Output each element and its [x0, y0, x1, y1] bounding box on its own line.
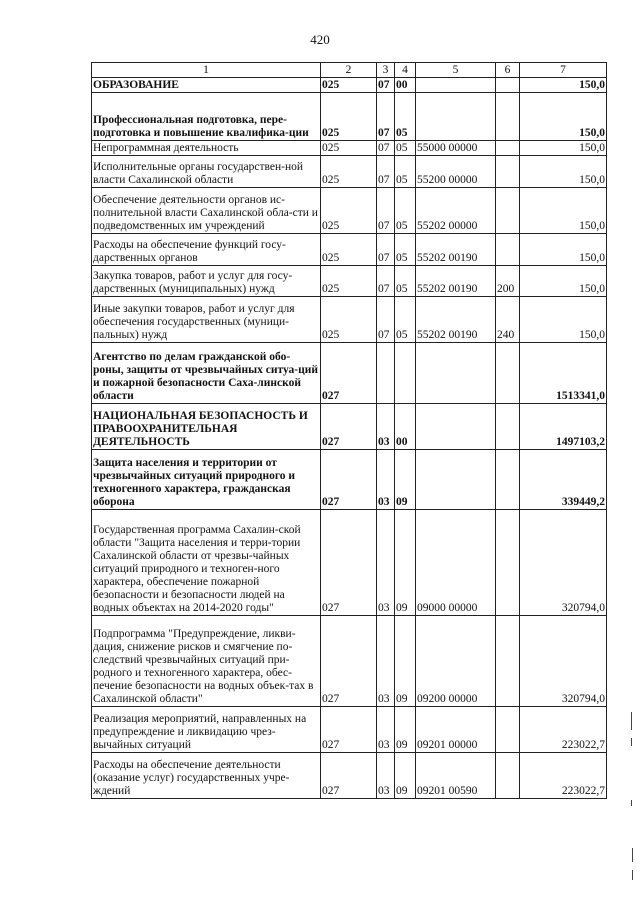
- row-name-cell: Профессиональная подготовка, пере-подготовка и повышение квалифика-ции: [92, 93, 321, 141]
- amount-cell: 150,0: [520, 297, 607, 343]
- subsection-code-cell: 05: [395, 234, 416, 266]
- amount-cell: 1513341,0: [520, 343, 607, 404]
- scan-mark: [632, 848, 633, 862]
- column-header: 6: [496, 63, 520, 78]
- ministry-code-cell: 027: [321, 510, 377, 616]
- section-code-cell: 07: [377, 188, 395, 234]
- amount-cell: 223022,7: [520, 753, 607, 799]
- table-row: [92, 753, 607, 799]
- subsection-code-cell: 00: [395, 404, 416, 450]
- expense-type-cell: [496, 343, 520, 404]
- row-name-cell: Реализация мероприятий, направленных на предупреждение и ликвидацию чрез-вычайных ситуаций: [92, 707, 321, 753]
- section-code-cell: 07: [377, 141, 395, 156]
- ministry-code-cell: 027: [321, 450, 377, 510]
- expense-type-cell: [496, 616, 520, 707]
- subsection-code-cell: 09: [395, 616, 416, 707]
- subsection-code-cell: 00: [395, 78, 416, 93]
- target-article-cell: 55202 00000: [416, 188, 496, 234]
- expense-type-cell: [496, 188, 520, 234]
- section-code-cell: 07: [377, 234, 395, 266]
- row-name-cell: Обеспечение деятельности органов ис-полнительной власти Сахалинской обла-сти и подведомственных им учреждений: [92, 188, 321, 234]
- ministry-code-cell: 027: [321, 343, 377, 404]
- table-row: [92, 156, 607, 188]
- expense-type-cell: [496, 707, 520, 753]
- ministry-code-cell: 025: [321, 234, 377, 266]
- column-header: 7: [520, 63, 607, 78]
- subsection-code-cell: 09: [395, 753, 416, 799]
- target-article-cell: [416, 450, 496, 510]
- amount-cell: 150,0: [520, 266, 607, 297]
- expense-type-cell: [496, 450, 520, 510]
- section-code-cell: 03: [377, 707, 395, 753]
- table-row: [92, 234, 607, 266]
- target-article-cell: [416, 404, 496, 450]
- ministry-code-cell: 025: [321, 188, 377, 234]
- row-name-cell: Подпрограмма "Предупреждение, ликви-дация, снижение рисков и смягчение по-следствий чрезвычайных ситуаций при-родного и техногенного характера, обес-печение безопасности на водных объек-тах в Сахалинской области": [92, 616, 321, 707]
- section-code-cell: 07: [377, 266, 395, 297]
- ministry-code-cell: 027: [321, 753, 377, 799]
- subsection-code-cell: 05: [395, 141, 416, 156]
- row-name-cell: Защита населения и территории от чрезвычайных ситуаций природного и техногенного характера, гражданская оборона: [92, 450, 321, 510]
- ministry-code-cell: 027: [321, 616, 377, 707]
- section-code-cell: 07: [377, 78, 395, 93]
- scan-mark: [631, 800, 632, 806]
- amount-cell: 150,0: [520, 141, 607, 156]
- expense-type-cell: [496, 93, 520, 141]
- row-name-cell: Расходы на обеспечение функций госу-дарственных органов: [92, 234, 321, 266]
- ministry-code-cell: 025: [321, 156, 377, 188]
- target-article-cell: 55200 00000: [416, 156, 496, 188]
- table-row: [92, 450, 607, 510]
- expense-type-cell: [496, 234, 520, 266]
- row-name-cell: ОБРАЗОВАНИЕ: [92, 78, 321, 93]
- section-code-cell: 03: [377, 616, 395, 707]
- expense-type-cell: 200: [496, 266, 520, 297]
- amount-cell: 223022,7: [520, 707, 607, 753]
- target-article-cell: 09000 00000: [416, 510, 496, 616]
- table-row: [92, 266, 607, 297]
- row-name-cell: Агентство по делам гражданской обо-роны, защиты от чрезвычайных ситуа-ций и пожарной безопасности Саха-линской области: [92, 343, 321, 404]
- row-name-cell: Государственная программа Сахалин-ской области "Защита населения и терри-тории Сахалинской области от чрезвы-чайных ситуаций природного и техноген-ного характера, обеспечение пожарной безопасности и безопасности людей на водных объектах на 2014-2020 годы": [92, 510, 321, 616]
- column-header: 5: [416, 63, 496, 78]
- amount-cell: 150,0: [520, 188, 607, 234]
- subsection-code-cell: 05: [395, 188, 416, 234]
- column-header: 4: [395, 63, 416, 78]
- row-name-cell: Закупка товаров, работ и услуг для госу-дарственных (муниципальных) нужд: [92, 266, 321, 297]
- row-name-cell: Иные закупки товаров, работ и услуг для обеспечения государственных (муници-пальных) нужд: [92, 297, 321, 343]
- section-code-cell: 03: [377, 510, 395, 616]
- table-row: [92, 616, 607, 707]
- table-row: [92, 404, 607, 450]
- subsection-code-cell: 05: [395, 297, 416, 343]
- scan-mark: [632, 870, 633, 880]
- budget-table: [91, 62, 607, 799]
- row-name-cell: Исполнительные органы государствен-ной власти Сахалинской области: [92, 156, 321, 188]
- section-code-cell: [377, 343, 395, 404]
- subsection-code-cell: 05: [395, 156, 416, 188]
- row-name-cell: Непрограммная деятельность: [92, 141, 321, 156]
- table-row: [92, 707, 607, 753]
- ministry-code-cell: 025: [321, 93, 377, 141]
- expense-type-cell: [496, 141, 520, 156]
- subsection-code-cell: 05: [395, 93, 416, 141]
- target-article-cell: 55202 00190: [416, 297, 496, 343]
- amount-cell: 150,0: [520, 234, 607, 266]
- subsection-code-cell: 09: [395, 707, 416, 753]
- table-row: [92, 297, 607, 343]
- column-header: 2: [321, 63, 377, 78]
- section-code-cell: 03: [377, 450, 395, 510]
- table-row: [92, 141, 607, 156]
- table-row: [92, 188, 607, 234]
- section-code-cell: 03: [377, 753, 395, 799]
- table-row: [92, 343, 607, 404]
- ministry-code-cell: 025: [321, 266, 377, 297]
- target-article-cell: 09201 00000: [416, 707, 496, 753]
- target-article-cell: [416, 343, 496, 404]
- amount-cell: 320794,0: [520, 510, 607, 616]
- amount-cell: 320794,0: [520, 616, 607, 707]
- scan-mark: [631, 712, 632, 730]
- expense-type-cell: [496, 78, 520, 93]
- row-name-cell: НАЦИОНАЛЬНАЯ БЕЗОПАСНОСТЬ И ПРАВООХРАНИТЕЛЬНАЯ ДЕЯТЕЛЬНОСТЬ: [92, 404, 321, 450]
- target-article-cell: 09200 00000: [416, 616, 496, 707]
- scan-mark: [631, 738, 632, 746]
- expense-type-cell: [496, 404, 520, 450]
- table-row: [92, 93, 607, 141]
- table-row: [92, 510, 607, 616]
- ministry-code-cell: 025: [321, 78, 377, 93]
- target-article-cell: [416, 78, 496, 93]
- section-code-cell: 07: [377, 93, 395, 141]
- ministry-code-cell: 025: [321, 141, 377, 156]
- ministry-code-cell: 027: [321, 707, 377, 753]
- section-code-cell: 07: [377, 297, 395, 343]
- amount-cell: 150,0: [520, 93, 607, 141]
- amount-cell: 339449,2: [520, 450, 607, 510]
- row-name-cell: Расходы на обеспечение деятельности (оказание услуг) государственных учре-ждений: [92, 753, 321, 799]
- subsection-code-cell: [395, 343, 416, 404]
- section-code-cell: 07: [377, 156, 395, 188]
- amount-cell: 1497103,2: [520, 404, 607, 450]
- ministry-code-cell: 025: [321, 297, 377, 343]
- expense-type-cell: [496, 753, 520, 799]
- column-number-row: [92, 63, 607, 78]
- page-number: 420: [310, 32, 330, 47]
- subsection-code-cell: 05: [395, 266, 416, 297]
- amount-cell: 150,0: [520, 78, 607, 93]
- ministry-code-cell: 027: [321, 404, 377, 450]
- subsection-code-cell: 09: [395, 510, 416, 616]
- target-article-cell: 55202 00190: [416, 234, 496, 266]
- column-header: 1: [92, 63, 321, 78]
- target-article-cell: 09201 00590: [416, 753, 496, 799]
- target-article-cell: 55202 00190: [416, 266, 496, 297]
- column-header: 3: [377, 63, 395, 78]
- section-code-cell: 03: [377, 404, 395, 450]
- expense-type-cell: [496, 156, 520, 188]
- expense-type-cell: [496, 510, 520, 616]
- table-row: [92, 78, 607, 93]
- subsection-code-cell: 09: [395, 450, 416, 510]
- target-article-cell: 55000 00000: [416, 141, 496, 156]
- amount-cell: 150,0: [520, 156, 607, 188]
- target-article-cell: [416, 93, 496, 141]
- expense-type-cell: 240: [496, 297, 520, 343]
